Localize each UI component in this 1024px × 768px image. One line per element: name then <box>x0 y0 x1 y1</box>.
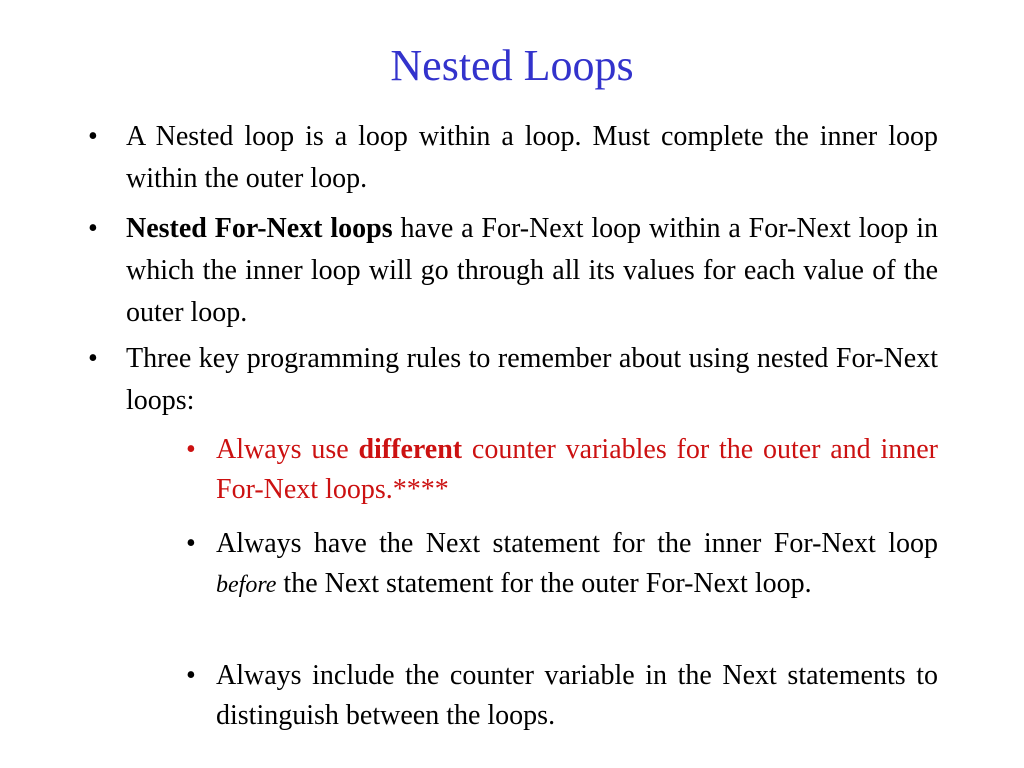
sub-bullet-2-post: the Next statement for the outer For-Next loop. <box>276 568 812 599</box>
bullet-text-3: Three key programming rules to remember about using nested For-Next loops: <box>126 343 938 416</box>
sub-bullet-item-3 <box>186 656 938 736</box>
bullet-text-2-rest: have a For-Next loop within a For-Next loop in which the inner loop will go through all its values for each value of the outer loop. <box>126 213 938 328</box>
bullet-text-2 <box>126 208 938 334</box>
bullet-text-1: A Nested loop is a loop within a loop. Must complete the inner loop within the outer loop. <box>126 121 938 194</box>
bullet-item-3 <box>88 338 938 422</box>
sub-bullet-1-post: counter variables for the outer and inner For-Next loops.**** <box>216 434 939 505</box>
bullet-item-2 <box>88 208 938 334</box>
bullet-dot: • <box>88 121 98 152</box>
bullet-item-1 <box>88 116 938 200</box>
sub-bullet-text-1 <box>216 430 938 510</box>
bullet-dot: • <box>88 213 98 244</box>
slide-title: Nested Loops <box>390 41 634 90</box>
sub-bullet-dot: • <box>186 434 196 465</box>
sub-bullet-1-bold: different <box>358 434 463 465</box>
sub-bullet-2-italic: before <box>216 572 277 598</box>
sub-bullet-2-pre: Always have the Next statement for the inner For-Next loop <box>216 528 938 559</box>
sub-bullet-text-3: Always include the counter variable in the Next statements to distinguish between the loops. <box>216 660 938 731</box>
sub-bullet-item-2 <box>186 524 938 605</box>
sub-bullet-text-2 <box>216 524 938 605</box>
sub-bullet-1-pre: Always use <box>216 434 359 465</box>
sub-bullet-dot: • <box>186 660 196 691</box>
bullet-dot: • <box>88 343 98 374</box>
sub-bullet-dot: • <box>186 528 196 559</box>
bullet-bold-term: Nested For-Next loops <box>126 213 393 244</box>
sub-bullet-item-1 <box>186 430 938 510</box>
